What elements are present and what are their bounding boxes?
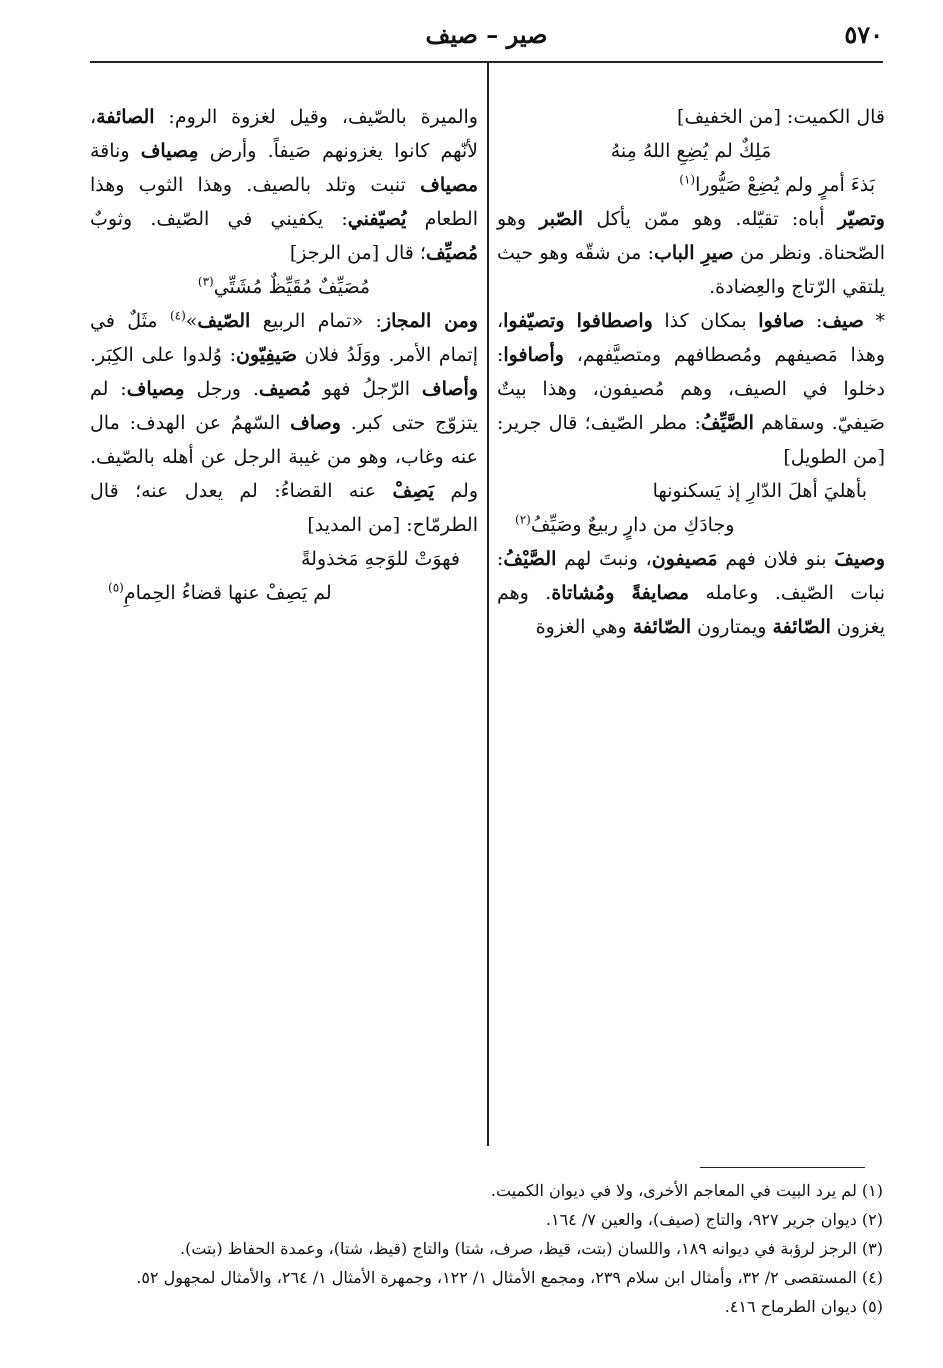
verse-line	[90, 576, 478, 610]
headword: وتصيّر	[837, 208, 885, 230]
verse-line: فهوَتْ للوَجهِ مَخذولةً	[300, 548, 460, 570]
headword: الصَّيِّفُ	[700, 412, 754, 434]
footnote: (٤) المستقصى ٢/ ٣٢، وأمثال ابن سلام ٢٣٩، ومجمع الأمثال ١/ ١٢٢، وجمهرة الأمثال ١/ ٢٦٤، والأمثال لمجهول ٥٢.	[136, 1268, 883, 1287]
text: بنو فلان فهم	[717, 548, 835, 570]
page-header	[90, 20, 883, 60]
text: عنه القضاءُ: لم يعدل عنه؛ قال الطرمّاح: [من المديد]	[90, 480, 478, 536]
entry-paragraph	[497, 304, 885, 474]
headword: مصايفةً ومُشاتاة	[551, 582, 690, 604]
headword: يُصيّفني	[347, 208, 407, 230]
entry-marker: *	[863, 310, 885, 332]
headword: مِصياف	[126, 378, 185, 400]
column-divider	[487, 62, 489, 1146]
verse-line	[497, 168, 885, 202]
text: »	[185, 310, 198, 332]
headword: وصاف	[290, 412, 341, 434]
text: : نبات الصّيف. وعامله	[497, 548, 885, 604]
text: ، لأنّهم كانوا يغزونهم صَيفاً. وأرض	[90, 106, 479, 162]
intro-line: قال الكميت: [من الخفيف]	[677, 106, 885, 128]
text: : دخلوا في الصيف، وهم مُصيفون، وهذا بيتٌ صَيفيّ. وسقاهم	[497, 344, 885, 434]
verse-text: وجادَكِ من دارٍ ربيعٌ وصَيِّفُ	[530, 514, 735, 536]
text: ، وهذا مَصيفهم ومُصطافهم ومتصيَّفهم،	[497, 310, 885, 366]
paragraph	[497, 202, 885, 304]
headword: الصّبر	[539, 208, 584, 230]
text: مثَلٌ في إتمام الأمر. ووَلَدُ فلان	[90, 310, 478, 366]
left-column	[90, 100, 478, 610]
footnote-ref: (٣)	[197, 274, 214, 289]
text: ويمتارون	[691, 616, 773, 638]
right-column	[497, 100, 885, 644]
verse-line	[90, 270, 478, 304]
headword: واصطافوا وتصيّفوا	[503, 310, 653, 332]
page-title: صير – صيف	[425, 20, 548, 49]
footnote: (٣) الرجز لرؤبة في ديوانه ١٨٩، واللسان (بتت، قيظ، صرف، شتا) والتاج (قيظ، شتا)، وعمدة الحفاظ (بتت).	[180, 1239, 883, 1258]
headword: الصّائفة	[632, 616, 692, 638]
text: وناقة	[90, 140, 141, 162]
headword: مصياف	[420, 174, 478, 196]
headword: يَصِفْ	[392, 480, 434, 502]
headword: الصّائفة	[772, 616, 831, 638]
headword: وصيفَ	[834, 548, 885, 570]
text: ، ونبتَ لهم	[556, 548, 652, 570]
text: : مطر الصّيف؛ قال جرير: [من الطويل]	[497, 412, 885, 468]
verse-text: مُصَيِّفٌ مُقَيِّظٌ مُشَتِّي	[213, 276, 371, 298]
verse-text: لم يَصِفْ عنها قضاءُ الحِمامِ	[123, 582, 332, 604]
verse-line: بأهليَ أهلَ الدّارِ إذ يَسكنونها	[652, 480, 867, 502]
verse-line	[497, 508, 885, 542]
headword: وأصاف	[421, 378, 478, 400]
headword: الصّيف	[197, 310, 251, 332]
text: : «تمام الربيع	[250, 310, 382, 332]
text: والميرة بالصّيف، وقيل لغزوة الروم:	[154, 106, 478, 128]
headword: صَيفِيّون	[236, 344, 297, 366]
headword: الصائفة	[96, 106, 155, 128]
headword: مُصيِّف	[425, 242, 478, 264]
entry-root: صيف	[822, 310, 864, 332]
headword: مُصيف	[258, 378, 311, 400]
text: : وُلدوا على الكِبَر.	[90, 344, 237, 366]
footnotes	[95, 1176, 883, 1321]
text: : لم يتزوّج حتى كبر.	[90, 378, 478, 434]
text: السّهمُ عن الهدف: مال عنه وغاب، وهو من غيبة الرجل عن أهله بالصّيف. ولم	[90, 412, 478, 502]
paragraph	[90, 100, 478, 270]
text: :	[804, 310, 823, 332]
footnote-ref: (١)	[679, 172, 696, 187]
text: : من شقّه وهو حيث يلتقي الرّتاج والعِضادة.	[497, 242, 885, 298]
footnote-ref: (٢)	[515, 512, 531, 527]
headword: الصَّيْفُ	[503, 548, 557, 570]
headword: مِصياف	[140, 140, 199, 162]
text: الرّجلُ فهو	[310, 378, 422, 400]
text: وهي الغزوة	[535, 616, 633, 638]
verse-line: مَلِكٌ لم يُضِعِ اللهُ مِنهُ	[610, 140, 772, 162]
footnote: (٢) ديوان جرير ٩٢٧، والتاج (صيف)، والعين ٧/ ١٦٤.	[545, 1210, 883, 1229]
text: : يكفيني في الصّيف. وثوبٌ	[90, 208, 348, 230]
headword: صيرِ الباب	[654, 242, 734, 264]
verse-text: بَذءَ أمرٍ ولم يُضِعْ صَيُّورا	[695, 174, 875, 196]
text: . ورجل	[184, 378, 259, 400]
footnote-ref: (٤)	[169, 308, 186, 323]
footnote: (٥) ديوان الطرماح ٤١٦.	[724, 1297, 883, 1316]
footnote: (١) لم يرد البيت في المعاجم الأخرى، ولا في ديوان الكميت.	[490, 1181, 883, 1200]
headword: مَصيفون	[651, 548, 718, 570]
paragraph	[497, 542, 885, 644]
footnote-ref: (٥)	[108, 580, 124, 595]
text: . وهم يغزون	[497, 582, 885, 638]
footnote-separator	[700, 1167, 865, 1168]
paragraph	[90, 304, 478, 542]
text: ؛ قال [من الرجز]	[289, 242, 426, 264]
text: تنبت وتلد بالصيف. وهذا الثوب وهذا الطعام	[90, 174, 478, 230]
text: بمكان كذا	[652, 310, 759, 332]
headword: صافوا	[758, 310, 805, 332]
page-number: ٥٧٠	[844, 20, 883, 49]
text: أباه: تقيّله. وهو ممّن يأكل	[583, 208, 838, 230]
section-label: ومن المجاز	[381, 310, 478, 332]
text: وهو الصّحناة. ونظر من	[497, 208, 885, 264]
headword: وأصافوا	[503, 344, 564, 366]
